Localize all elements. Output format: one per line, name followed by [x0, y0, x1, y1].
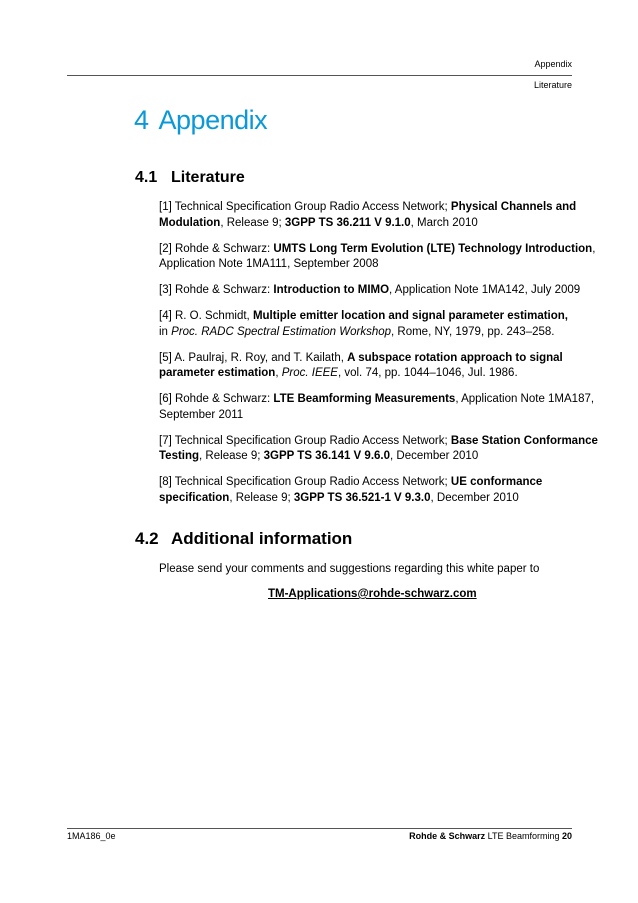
ref-venue: Proc. IEEE: [281, 367, 338, 379]
section-title: Literature: [171, 169, 245, 186]
ref-text: [7] Technical Specification Group Radio Access Network;: [159, 434, 451, 447]
ref-text: , Release 9;: [229, 491, 294, 504]
ref-text: , Rome, NY, 1979, pp. 243–258.: [391, 325, 555, 338]
ref-title: A subspace rotation approach to signal: [347, 351, 563, 364]
ref-text: , Release 9;: [220, 216, 285, 229]
reference-item: [159, 283, 579, 299]
header-section: Appendix: [534, 59, 572, 69]
ref-spec: 3GPP TS 36.141 V 9.6.0: [263, 450, 390, 462]
ref-text: September 2011: [159, 408, 244, 421]
section-additional-heading: [135, 529, 352, 549]
footer-doc-id: 1MA186_0e: [67, 831, 116, 841]
ref-text: , March 2010: [410, 216, 478, 229]
ref-text: , Application Note 1MA142, July 2009: [389, 284, 581, 296]
ref-title: Multiple emitter location and signal parameter estimation,: [252, 310, 568, 322]
footer-divider: [67, 828, 572, 829]
ref-spec: 3GPP TS 36.211 V 9.1.0: [284, 216, 411, 229]
reference-item: [159, 309, 579, 340]
ref-title: UE conformance: [450, 476, 543, 488]
ref-text: [4] R. O. Schmidt,: [159, 310, 253, 322]
ref-text: Application Note 1MA111, September 2008: [159, 258, 379, 270]
ref-text: [8] Technical Specification Group Radio Access Network;: [159, 476, 451, 488]
ref-spec: 3GPP TS 36.521-1 V 9.3.0: [293, 491, 431, 504]
ref-text: , December 2010: [390, 450, 479, 462]
reference-item: [159, 200, 579, 231]
reference-item: [159, 351, 579, 382]
ref-title: UMTS Long Term Evolution (LTE) Technology Introduction: [273, 242, 593, 255]
ref-text: [5] A. Paulraj, R. Roy, and T. Kailath,: [159, 351, 348, 364]
ref-title: Base Station Conformance: [450, 434, 598, 447]
chapter-title-text: Appendix: [158, 105, 268, 135]
ref-title: LTE Beamforming Measurements: [273, 393, 456, 405]
reference-item: [159, 475, 579, 506]
chapter-title: [134, 105, 267, 136]
ref-title: Modulation: [159, 216, 221, 229]
ref-text: [1] Technical Specification Group Radio Access Network;: [159, 201, 451, 213]
reference-item: [159, 434, 598, 465]
ref-text: , vol. 74, pp. 1044–1046, Jul. 1986.: [337, 367, 518, 379]
section-literature-heading: [135, 169, 245, 187]
reference-item: [159, 242, 596, 273]
section-number: 4.1: [135, 169, 158, 186]
ref-text: , December 2010: [430, 491, 519, 504]
header-subsection: Literature: [533, 80, 572, 90]
ref-text: [3] Rohde & Schwarz:: [159, 284, 274, 296]
footer-page-number: 20: [561, 831, 572, 841]
ref-text: , Application Note 1MA187,: [455, 393, 595, 405]
ref-text: , Release 9;: [199, 450, 264, 462]
footer-info: [409, 831, 572, 841]
reference-item: [159, 392, 595, 423]
ref-text: [6] Rohde & Schwarz:: [159, 393, 274, 405]
reference-list: [159, 200, 598, 517]
ref-text: in: [159, 325, 172, 338]
ref-venue: Proc. RADC Spectral Estimation Workshop: [171, 325, 392, 338]
ref-title: specification: [159, 491, 230, 504]
footer-doc-title: LTE Beamforming: [485, 831, 562, 841]
header-divider: [67, 75, 572, 76]
footer-brand: Rohde & Schwarz: [409, 831, 486, 841]
section-title: Additional information: [171, 529, 353, 548]
ref-title: parameter estimation: [159, 367, 276, 379]
ref-text: ,: [592, 242, 596, 255]
additional-info-text: Please send your comments and suggestions regarding this white paper to: [159, 563, 540, 575]
ref-text: ,: [275, 367, 282, 379]
ref-text: [2] Rohde & Schwarz:: [159, 242, 274, 255]
ref-title: Physical Channels and: [450, 201, 577, 213]
ref-title: Testing: [159, 450, 200, 462]
contact-email-link[interactable]: TM-Applications@rohde-schwarz.com: [268, 588, 477, 600]
chapter-number: 4: [134, 105, 149, 135]
section-number: 4.2: [135, 529, 159, 548]
ref-title: Introduction to MIMO: [273, 284, 390, 296]
